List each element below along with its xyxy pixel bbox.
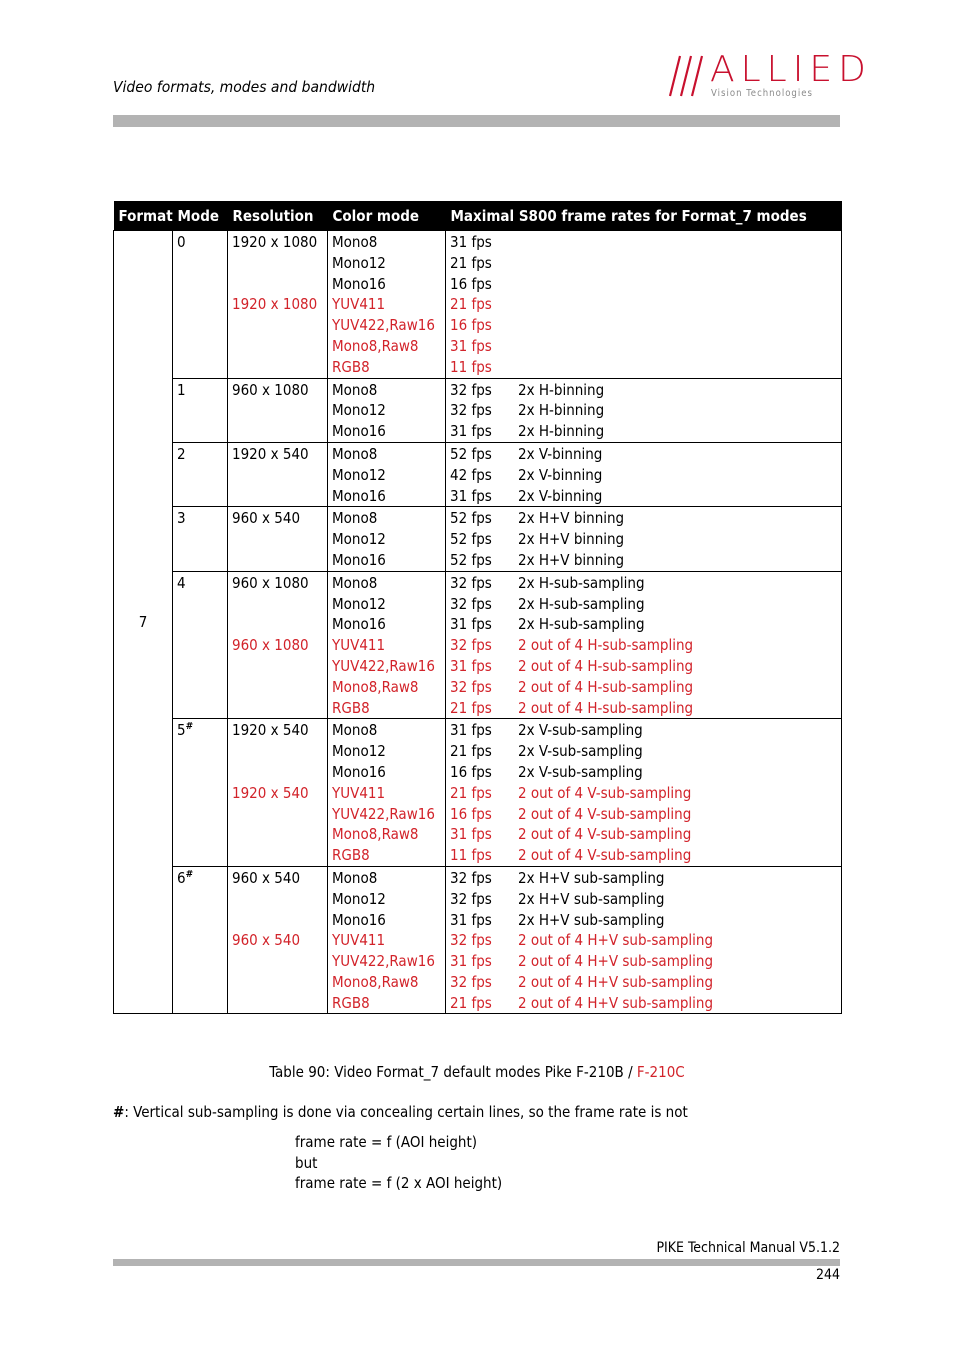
fps-note: 2x V-binning: [518, 486, 603, 505]
color-mode-value: YUV411: [332, 636, 386, 655]
fps-value: 32 fps: [450, 931, 492, 950]
fps-note: 2x H-binning: [518, 401, 605, 420]
color-mode-value: Mono8,Raw8: [332, 972, 419, 991]
frame-rate-row: [450, 529, 841, 550]
fps-value: 32 fps: [450, 868, 492, 887]
frame-rate-row: [450, 951, 841, 972]
fps-note: 2x H+V binning: [518, 550, 625, 569]
resolution-value: 1920 x 1080: [232, 295, 318, 314]
frame-rate-row: [450, 357, 841, 378]
fps-note: 2 out of 4 H-sub-sampling: [518, 636, 694, 655]
resolution-value: [232, 594, 327, 615]
format7-modes-table: [113, 201, 842, 1014]
fps-value: 32 fps: [450, 380, 492, 399]
fps-value: 52 fps: [450, 444, 492, 463]
resolution-value: 960 x 540: [232, 868, 301, 887]
resolution-value: [232, 741, 327, 762]
frame-rate-row: [450, 804, 841, 825]
fps-value: 52 fps: [450, 509, 492, 528]
frame-rate-row: [450, 465, 841, 486]
frame-rate-row: [450, 762, 841, 783]
fps-value: 31 fps: [450, 910, 492, 929]
table-row: [114, 719, 842, 867]
fps-note: 2 out of 4 V-sub-sampling: [518, 825, 692, 844]
color-mode-value: Mono12: [332, 594, 386, 613]
resolution-cell: [228, 719, 328, 867]
fps-value: 31 fps: [450, 721, 492, 740]
frame-rate-cell: [446, 571, 842, 719]
color-mode-cell: [328, 378, 446, 442]
color-mode-value: Mono16: [332, 910, 386, 929]
mode-cell: [173, 507, 228, 571]
formula-line: frame rate = f (AOI height): [295, 1133, 478, 1151]
header-resolution: Resolution: [228, 201, 328, 231]
mode-footnote-marker: #: [185, 868, 194, 880]
fps-value: 21 fps: [450, 295, 492, 314]
fps-value: 16 fps: [450, 274, 492, 293]
fps-value: 21 fps: [450, 742, 492, 761]
fps-value: 11 fps: [450, 357, 492, 376]
color-mode-cell: [328, 231, 446, 379]
table-row: [114, 378, 842, 442]
fps-value: 52 fps: [450, 530, 492, 549]
mode-number: 0: [177, 233, 186, 251]
fps-note: 2 out of 4 H+V sub-sampling: [518, 993, 714, 1012]
color-mode-cell: [328, 866, 446, 1014]
mode-number: 2: [177, 444, 186, 463]
caption-red-model: F-210C: [636, 1063, 685, 1081]
frame-rate-row: [450, 274, 841, 295]
frame-rate-row: [450, 677, 841, 698]
page-number: 244: [815, 1267, 840, 1283]
table-header-row: [114, 201, 842, 231]
fps-value: 31 fps: [450, 233, 492, 251]
table-row: [114, 571, 842, 719]
frame-rate-cell: [446, 442, 842, 506]
color-mode-value: Mono16: [332, 615, 386, 634]
color-mode-value: Mono8,Raw8: [332, 677, 419, 696]
frame-rate-row: [450, 614, 841, 635]
fps-note: 2x V-sub-sampling: [518, 721, 643, 740]
color-mode-value: YUV422,Raw16: [332, 316, 435, 335]
color-mode-value: YUV422,Raw16: [332, 952, 435, 971]
fps-value: 42 fps: [450, 465, 492, 484]
fps-note: 2x H+V sub-sampling: [518, 910, 665, 929]
frame-rate-row: [450, 930, 841, 951]
fps-note: 2x H+V binning: [518, 530, 625, 549]
color-mode-value: Mono8: [332, 380, 378, 399]
color-mode-value: Mono16: [332, 486, 386, 505]
frame-rate-row: [450, 294, 841, 315]
frame-rate-row: [450, 741, 841, 762]
color-mode-value: YUV422,Raw16: [332, 804, 435, 823]
color-mode-value: Mono8: [332, 509, 378, 528]
fps-note: 2 out of 4 H-sub-sampling: [518, 698, 694, 717]
fps-value: 31 fps: [450, 486, 492, 505]
footer-manual-name: PIKE Technical Manual V5.1.2: [656, 1240, 840, 1256]
frame-rate-row: [450, 421, 841, 442]
color-mode-value: Mono12: [332, 401, 386, 420]
fps-value: 32 fps: [450, 636, 492, 655]
color-mode-value: Mono8,Raw8: [332, 336, 419, 355]
footnote-text: : Vertical sub-sampling is done via concealing certain lines, so the frame rate is not: [124, 1103, 688, 1121]
mode-footnote-marker: #: [185, 721, 194, 733]
resolution-value: 1920 x 540: [232, 721, 309, 740]
fps-value: 32 fps: [450, 573, 492, 592]
frame-rate-row: [450, 573, 841, 594]
mode-number: 5: [177, 721, 186, 740]
table-row: [114, 507, 842, 571]
table-caption: [0, 1063, 954, 1081]
caption-text: Table 90: Video Format_7 default modes Pike F-210B /: [269, 1063, 637, 1081]
color-mode-cell: [328, 442, 446, 506]
fps-value: 32 fps: [450, 594, 492, 613]
color-mode-value: Mono8: [332, 233, 378, 251]
frame-rate-row: [450, 698, 841, 719]
table-row: [114, 442, 842, 506]
frame-rate-row: [450, 444, 841, 465]
table-body: [114, 231, 842, 1014]
fps-note: 2x H-sub-sampling: [518, 615, 645, 634]
resolution-value: [232, 614, 327, 635]
frame-rate-row: [450, 336, 841, 357]
mode-number: 1: [177, 380, 186, 399]
color-mode-value: Mono8: [332, 573, 378, 592]
mode-cell: [173, 442, 228, 506]
formula-line: frame rate = f (2 x AOI height): [295, 1174, 503, 1192]
resolution-cell: [228, 442, 328, 506]
frame-rate-row: [450, 993, 841, 1014]
color-mode-value: Mono8: [332, 721, 378, 740]
frame-rate-cell: [446, 866, 842, 1014]
table-row: [114, 866, 842, 1014]
color-mode-cell: [328, 571, 446, 719]
mode-number: 4: [177, 573, 186, 592]
fps-value: 11 fps: [450, 846, 492, 865]
color-mode-value: Mono8: [332, 868, 378, 887]
frame-rate-row: [450, 824, 841, 845]
formula-block: [295, 1132, 502, 1194]
frame-rate-row: [450, 594, 841, 615]
color-mode-value: Mono12: [332, 889, 386, 908]
color-mode-value: Mono16: [332, 422, 386, 441]
frame-rate-row: [450, 868, 841, 889]
resolution-value: [232, 910, 327, 931]
resolution-cell: [228, 231, 328, 379]
color-mode-value: Mono12: [332, 253, 386, 272]
fps-note: 2x V-binning: [518, 444, 603, 463]
mode-cell: [173, 231, 228, 379]
frame-rate-row: [450, 380, 841, 401]
mode-cell: [173, 719, 228, 867]
allied-logo: [668, 49, 872, 100]
resolution-value: 960 x 540: [232, 509, 301, 528]
mode-cell: [173, 378, 228, 442]
footnote: [113, 1103, 688, 1121]
fps-value: 31 fps: [450, 825, 492, 844]
fps-note: 2 out of 4 V-sub-sampling: [518, 846, 692, 865]
color-mode-value: Mono16: [332, 274, 386, 293]
format-cell: 7: [114, 231, 173, 1014]
resolution-value: [232, 253, 327, 274]
resolution-value: 960 x 1080: [232, 636, 309, 655]
fps-note: 2x H-sub-sampling: [518, 573, 645, 592]
fps-value: 32 fps: [450, 889, 492, 908]
frame-rate-row: [450, 635, 841, 656]
frame-rate-cell: [446, 378, 842, 442]
fps-value: 16 fps: [450, 762, 492, 781]
fps-value: 31 fps: [450, 952, 492, 971]
fps-note: 2x H+V sub-sampling: [518, 868, 665, 887]
color-mode-value: YUV411: [332, 295, 386, 314]
fps-note: 2x V-binning: [518, 465, 603, 484]
resolution-cell: [228, 378, 328, 442]
color-mode-value: Mono12: [332, 530, 386, 549]
fps-value: 21 fps: [450, 253, 492, 272]
header-format: Format: [114, 201, 173, 231]
resolution-cell: [228, 866, 328, 1014]
frame-rate-row: [450, 400, 841, 421]
mode-cell: [173, 866, 228, 1014]
fps-value: 31 fps: [450, 656, 492, 675]
frame-rate-row: [450, 889, 841, 910]
color-mode-value: RGB8: [332, 698, 370, 717]
resolution-value: 960 x 1080: [232, 380, 309, 399]
footer-divider-bar: [113, 1259, 840, 1266]
fps-value: 16 fps: [450, 804, 492, 823]
formula-line: but: [295, 1153, 318, 1172]
mode-cell: [173, 571, 228, 719]
fps-value: 32 fps: [450, 677, 492, 696]
fps-note: 2 out of 4 H-sub-sampling: [518, 656, 694, 675]
logo-slashes-icon: [668, 54, 708, 98]
header-frame-rates: Maximal S800 frame rates for Format_7 modes: [446, 201, 842, 231]
fps-value: 31 fps: [450, 336, 492, 355]
fps-note: 2 out of 4 V-sub-sampling: [518, 804, 692, 823]
fps-value: 21 fps: [450, 698, 492, 717]
frame-rate-row: [450, 845, 841, 866]
resolution-cell: [228, 507, 328, 571]
color-mode-value: YUV411: [332, 783, 386, 802]
header-mode: Mode: [173, 201, 228, 231]
fps-value: 52 fps: [450, 550, 492, 569]
header-divider-bar: [113, 115, 840, 127]
footnote-marker: #: [113, 1103, 125, 1121]
mode-number: 3: [177, 509, 186, 528]
logo-wordmark: ALLIED: [710, 49, 872, 90]
fps-note: 2x H-sub-sampling: [518, 594, 645, 613]
fps-value: 16 fps: [450, 316, 492, 335]
frame-rate-row: [450, 720, 841, 741]
fps-note: 2 out of 4 H+V sub-sampling: [518, 972, 714, 991]
frame-rate-row: [450, 232, 841, 253]
resolution-value: 1920 x 540: [232, 444, 309, 463]
color-mode-cell: [328, 507, 446, 571]
header-title: Video formats, modes and bandwidth: [113, 78, 376, 96]
frame-rate-row: [450, 508, 841, 529]
color-mode-value: Mono12: [332, 742, 386, 761]
color-mode-value: Mono8,Raw8: [332, 825, 419, 844]
fps-note: 2x H+V sub-sampling: [518, 889, 665, 908]
frame-rate-row: [450, 486, 841, 507]
color-mode-value: Mono16: [332, 762, 386, 781]
resolution-cell: [228, 571, 328, 719]
fps-value: 31 fps: [450, 422, 492, 441]
fps-note: 2 out of 4 H+V sub-sampling: [518, 952, 714, 971]
fps-value: 31 fps: [450, 615, 492, 634]
fps-note: 2 out of 4 V-sub-sampling: [518, 783, 692, 802]
frame-rate-row: [450, 783, 841, 804]
fps-note: 2 out of 4 H+V sub-sampling: [518, 931, 714, 950]
frame-rate-row: [450, 315, 841, 336]
resolution-value: 1920 x 540: [232, 783, 309, 802]
resolution-value: [232, 274, 327, 295]
frame-rate-row: [450, 972, 841, 993]
color-mode-cell: [328, 719, 446, 867]
frame-rate-cell: [446, 231, 842, 379]
fps-value: 32 fps: [450, 972, 492, 991]
color-mode-value: Mono12: [332, 465, 386, 484]
mode-number: 6: [177, 868, 186, 887]
color-mode-value: Mono8: [332, 444, 378, 463]
frame-rate-row: [450, 253, 841, 274]
fps-note: 2x H-binning: [518, 422, 605, 441]
table-row: [114, 231, 842, 379]
color-mode-value: YUV411: [332, 931, 386, 950]
color-mode-value: YUV422,Raw16: [332, 656, 435, 675]
frame-rate-row: [450, 910, 841, 931]
resolution-value: [232, 889, 327, 910]
frame-rate-cell: [446, 507, 842, 571]
fps-note: 2x V-sub-sampling: [518, 762, 643, 781]
color-mode-value: RGB8: [332, 846, 370, 865]
frame-rate-cell: [446, 719, 842, 867]
fps-value: 32 fps: [450, 401, 492, 420]
frame-rate-row: [450, 656, 841, 677]
resolution-value: 1920 x 1080: [232, 233, 318, 251]
resolution-value: 960 x 540: [232, 931, 301, 950]
header-color-mode: Color mode: [328, 201, 446, 231]
fps-note: 2x H-binning: [518, 380, 605, 399]
fps-note: 2x V-sub-sampling: [518, 742, 643, 761]
frame-rate-row: [450, 550, 841, 571]
color-mode-value: Mono16: [332, 550, 386, 569]
resolution-value: 960 x 1080: [232, 573, 309, 592]
fps-value: 21 fps: [450, 783, 492, 802]
resolution-value: [232, 762, 327, 783]
fps-value: 21 fps: [450, 993, 492, 1012]
color-mode-value: RGB8: [332, 993, 370, 1012]
fps-note: 2x H+V binning: [518, 509, 625, 528]
color-mode-value: RGB8: [332, 357, 370, 376]
logo-subtitle: Vision Technologies: [711, 88, 813, 99]
fps-note: 2 out of 4 H-sub-sampling: [518, 677, 694, 696]
